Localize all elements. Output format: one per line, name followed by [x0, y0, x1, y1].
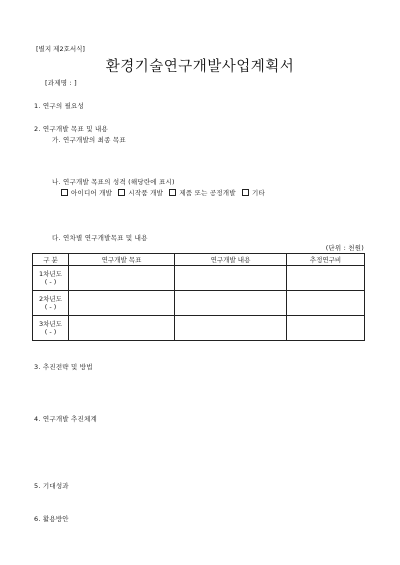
table-row	[33, 266, 365, 291]
goal-cell[interactable]	[69, 266, 175, 291]
section-2a-heading: 가. 연구개발의 최종 목표	[52, 136, 126, 144]
unit-note: (단위 : 천원)	[325, 244, 364, 252]
header-goal: 연구개발 목표	[69, 254, 175, 266]
section-5-heading: 5. 기대성과	[34, 482, 69, 490]
type-option-idea[interactable]: 아이디어 개발	[61, 189, 112, 197]
year-cell: 3차년도 ( - )	[33, 316, 69, 341]
table-header-row	[33, 254, 365, 266]
budget-cell[interactable]	[287, 291, 365, 316]
year-cell: 1차년도 ( - )	[33, 266, 69, 291]
header-category: 구 분	[33, 254, 69, 266]
table-row	[33, 316, 365, 341]
content-cell[interactable]	[175, 291, 287, 316]
form-label: [별지 제2호서식]	[36, 45, 85, 53]
yearly-plan-table	[32, 253, 365, 341]
checkbox-icon[interactable]	[118, 189, 125, 196]
checkbox-icon[interactable]	[169, 189, 176, 196]
section-1-heading: 1. 연구의 필요성	[34, 102, 85, 110]
checkbox-icon[interactable]	[61, 189, 68, 196]
header-budget: 추정연구비	[287, 254, 365, 266]
content-cell[interactable]	[175, 316, 287, 341]
document-title: 환경기술연구개발사업계획서	[105, 59, 295, 75]
section-3-heading: 3. 추진전략 및 방법	[34, 363, 93, 371]
research-type-options	[61, 188, 269, 197]
budget-cell[interactable]	[287, 316, 365, 341]
section-6-heading: 6. 활용방안	[34, 515, 69, 523]
goal-cell[interactable]	[69, 291, 175, 316]
checkbox-icon[interactable]	[242, 189, 249, 196]
budget-cell[interactable]	[287, 266, 365, 291]
section-4-heading: 4. 연구개발 추진체계	[34, 415, 97, 423]
type-option-product-process[interactable]: 제품 또는 공정개발	[169, 189, 235, 197]
year-cell: 2차년도 ( - )	[33, 291, 69, 316]
type-option-other[interactable]: 기타	[242, 189, 265, 197]
section-2b-heading: 나. 연구개발 목표의 성격 (해당란에 표시)	[52, 178, 175, 186]
goal-cell[interactable]	[69, 316, 175, 341]
section-2-heading: 2. 연구개발 목표 및 내용	[34, 125, 108, 133]
section-2c-heading: 다. 연차별 연구개발목표 및 내용	[52, 234, 148, 242]
header-content: 연구개발 내용	[175, 254, 287, 266]
type-option-prototype[interactable]: 시작품 개발	[118, 189, 163, 197]
table-row	[33, 291, 365, 316]
project-name-label: [과제명 : ]	[45, 79, 77, 87]
content-cell[interactable]	[175, 266, 287, 291]
